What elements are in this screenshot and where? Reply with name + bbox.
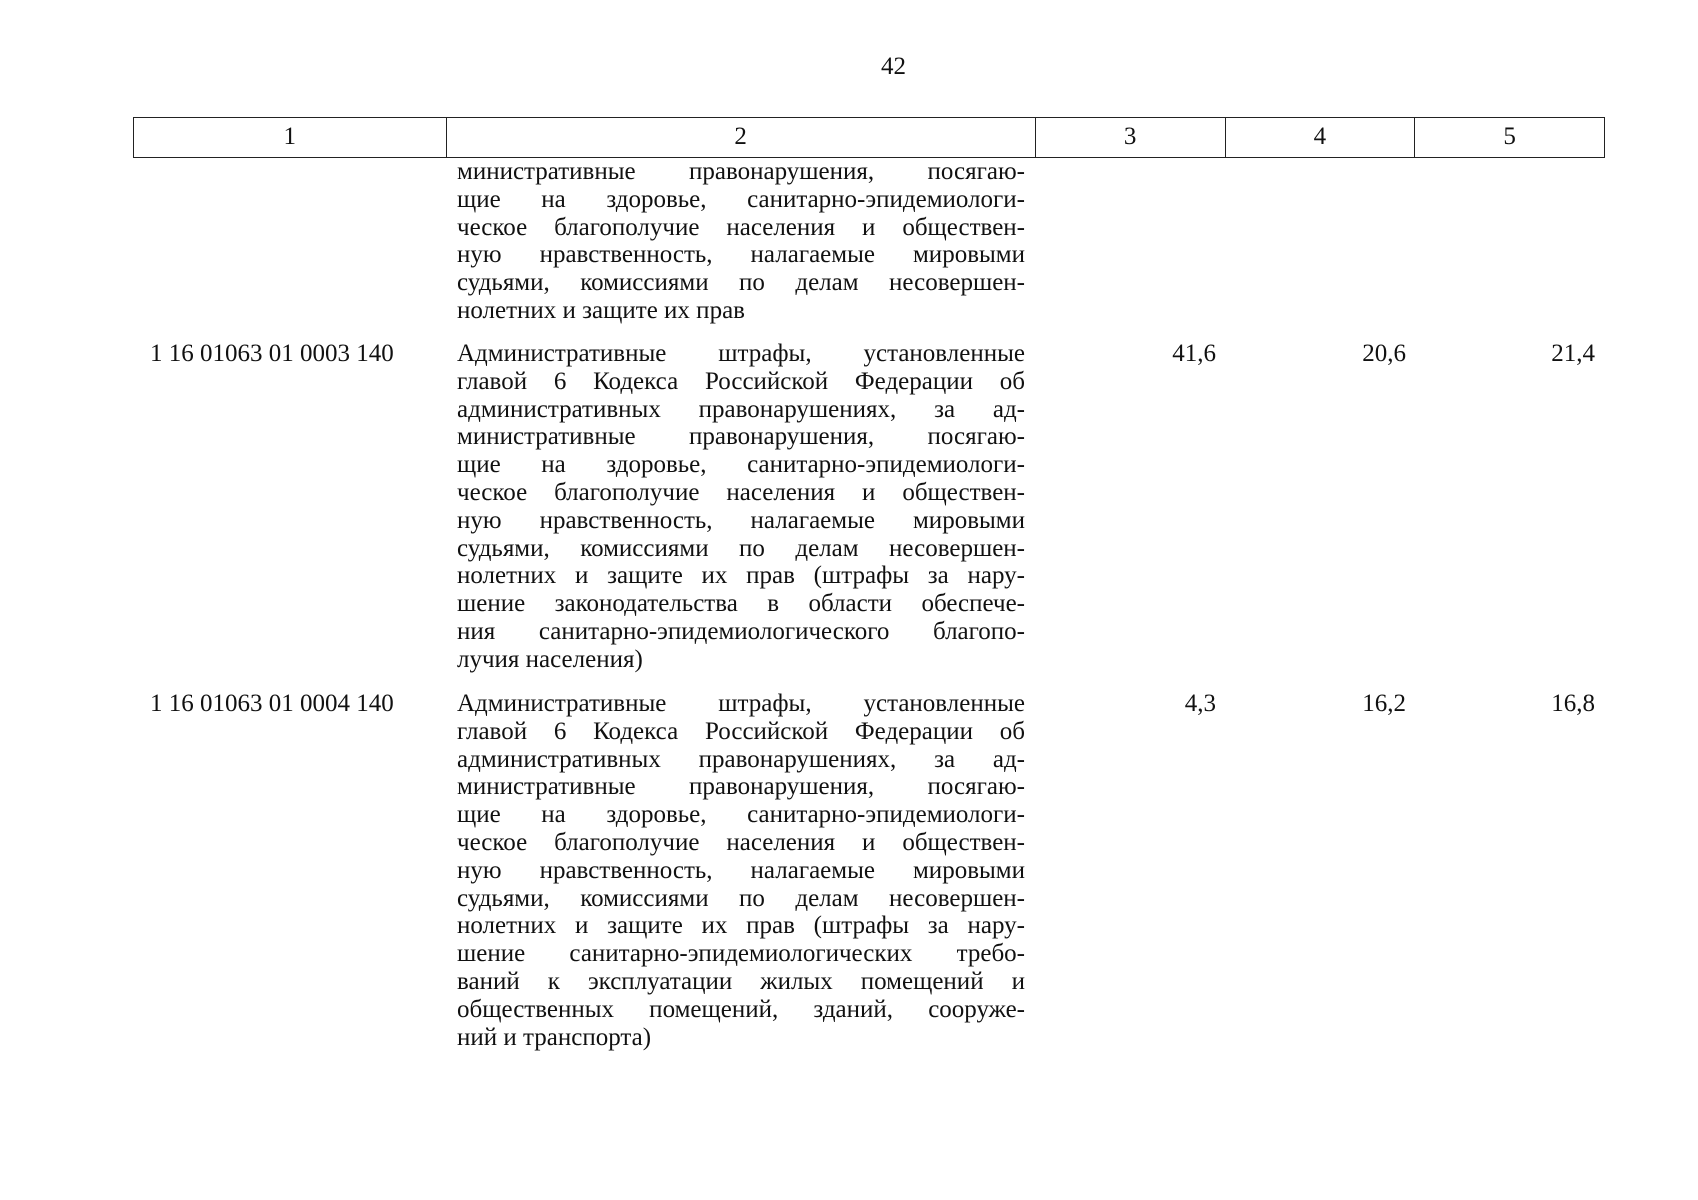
- continuation-description: [457, 158, 1025, 325]
- description-line: судьями, комиссиями по делам несовершен-: [457, 269, 1025, 297]
- value-col5: 16,8: [1551, 690, 1595, 717]
- description-line: министративные правонарушения, посягаю-: [457, 423, 1025, 451]
- description-line: главой 6 Кодекса Российской Федерации об: [457, 367, 1025, 395]
- description-line: лучия населения): [457, 645, 643, 673]
- description-line: ваний к эксплуатации жилых помещений и: [457, 967, 1025, 995]
- description-line: общественных помещений, зданий, сооруже-: [457, 995, 1025, 1023]
- value-col3: 41,6: [1172, 340, 1216, 367]
- header-cell-4: 4: [1226, 118, 1416, 157]
- description-line: ческое благополучие населения и обществен-: [457, 828, 1025, 856]
- description-line: шение санитарно-эпидемиологических требо-: [457, 940, 1025, 968]
- value-col5: 21,4: [1551, 340, 1595, 367]
- description-line: министративные правонарушения, посягаю-: [457, 773, 1025, 801]
- description-line: судьями, комиссиями по делам несовершен-: [457, 884, 1025, 912]
- header-cell-5: 5: [1503, 123, 1516, 150]
- description-line: щие на здоровье, санитарно-эпидемиологи-: [457, 185, 1025, 213]
- description-line: нолетних и защите их прав (штрафы за нару-: [457, 562, 1025, 590]
- value-col3: 4,3: [1184, 690, 1216, 717]
- description-line: ческое благополучие населения и обществен-: [457, 478, 1025, 506]
- description-line: нолетних и защите их прав (штрафы за нару-: [457, 912, 1025, 940]
- row-description: [457, 690, 1025, 1051]
- header-cell-1: 1: [134, 118, 447, 157]
- description-line: судьями, комиссиями по делам несовершен-: [457, 534, 1025, 562]
- description-line: щие на здоровье, санитарно-эпидемиологи-: [457, 801, 1025, 829]
- description-line: ную нравственность, налагаемые мировыми: [457, 506, 1025, 534]
- description-line: шение законодательства в области обеспече-: [457, 590, 1025, 618]
- description-line: Административные штрафы, установленные: [457, 340, 1025, 367]
- description-line: щие на здоровье, санитарно-эпидемиологи-: [457, 451, 1025, 479]
- header-cell-3: 3: [1036, 118, 1226, 157]
- description-line: административных правонарушениях, за ад-: [457, 745, 1025, 773]
- page-number: 42: [881, 53, 906, 80]
- header-cell-2: 2: [447, 118, 1036, 157]
- description-line: административных правонарушениях, за ад-: [457, 395, 1025, 423]
- description-line: нолетних и защите их прав: [457, 296, 745, 324]
- description-line: министративные правонарушения, посягаю-: [457, 158, 1025, 185]
- budget-code: 1 16 01063 01 0004 140: [150, 690, 394, 717]
- description-line: ную нравственность, налагаемые мировыми: [457, 241, 1025, 269]
- value-col4: 20,6: [1362, 340, 1406, 367]
- description-line: ческое благополучие населения и обществен-: [457, 213, 1025, 241]
- budget-code: 1 16 01063 01 0003 140: [150, 340, 394, 367]
- description-line: ния санитарно-эпидемиологического благопо-: [457, 617, 1025, 645]
- table-header-row: [133, 117, 1605, 158]
- description-line: ний и транспорта): [457, 1023, 652, 1051]
- description-line: ную нравственность, налагаемые мировыми: [457, 856, 1025, 884]
- description-line: главой 6 Кодекса Российской Федерации об: [457, 717, 1025, 745]
- row-description: [457, 340, 1025, 674]
- value-col4: 16,2: [1362, 690, 1406, 717]
- description-line: Административные штрафы, установленные: [457, 690, 1025, 717]
